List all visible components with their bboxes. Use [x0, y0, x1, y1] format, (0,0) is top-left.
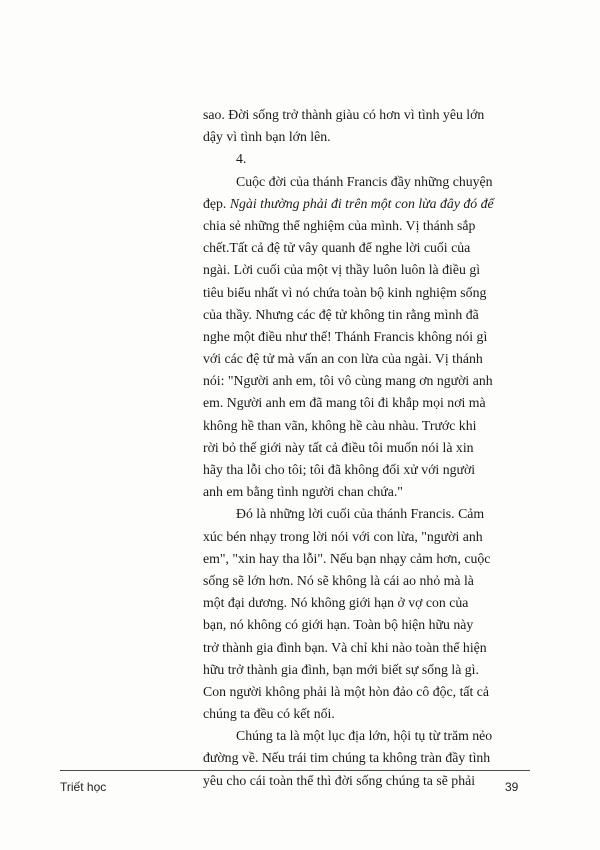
text-line: sao. Đời sống trở thành giàu có hơn vì tình yêu lớn	[203, 107, 485, 122]
text-line: nghe một điều như thế! Thánh Francis không nói gì	[203, 328, 488, 344]
text-line: xúc bén nhạy trong lời nói với con lừa, "người anh	[203, 528, 483, 544]
text-line: Cuộc đời của thánh Francis đầy những chuyện	[236, 173, 493, 189]
italic-phrase: Ngài thường phải đi trên một con lừa đây đó để	[229, 195, 494, 211]
text-line: anh em bằng tình người chan chứa."	[203, 484, 403, 500]
text-line: nói: "Người anh em, tôi vô cùng mang ơn người anh	[203, 373, 493, 389]
text-line: chúng ta đều có kết nối.	[203, 706, 335, 722]
text-line: em. Người anh em đã mang tôi đi khắp mọi nơi mà	[203, 395, 486, 411]
text-line: rời bỏ thế giới này tất cả điều tôi muốn nói là xin	[203, 439, 474, 455]
text-line: dậy vì tình bạn lớn lên.	[203, 129, 331, 145]
text-line: Chúng ta là một lục địa lớn, hội tụ từ trăm nẻo	[236, 728, 493, 744]
text-line: hãy tha lỗi cho tôi; tôi đã không đối xử với người	[203, 462, 476, 477]
text-line: Con người không phải là một hòn đảo cô độc, tất cả	[203, 683, 490, 699]
text-line: chết.Tất cả đệ tử vây quanh để nghe lời cuối của	[203, 240, 471, 256]
text-line: một đại dương. Nó không giới hạn ở vợ con của	[203, 595, 469, 611]
text-line: không hề than vãn, không hề càu nhàu. Trước khi	[203, 417, 477, 433]
section-number: 4.	[236, 151, 247, 167]
footer-rule	[60, 770, 530, 771]
text-line: em", "xin hay tha lỗi". Nếu bạn nhạy cảm hơn, cuộc	[203, 550, 491, 566]
text-line: Đó là những lời cuối của thánh Francis. Cảm	[236, 506, 485, 522]
text-line: ngài. Lời cuối của một vị thầy luôn luôn là điều gì	[203, 262, 481, 278]
text-line: sống sẽ lớn hơn. Nó sẽ không là cái ao nhỏ mà là	[203, 572, 474, 588]
text-line: hữu trở thành gia đình, bạn mới biết sự sống là gì.	[203, 661, 479, 677]
text-line: yêu cho cái toàn thể thì đời sống chúng ta sẽ phải	[203, 772, 476, 788]
text-line: chia sẻ những thể nghiệm của mình. Vị thánh sắp	[203, 217, 476, 233]
text-line-mixed	[203, 193, 527, 215]
footer-section-title: Triết học	[60, 780, 107, 794]
page-number: 39	[505, 780, 519, 794]
text-line: của thầy. Nhưng các đệ tử không tin rằng mình đã	[203, 306, 479, 322]
text-line: trở thành gia đình bạn. Và chỉ khi nào toàn thể hiện	[203, 639, 487, 655]
text-line: tiêu biểu nhất vì nó chứa toàn bộ kinh nghiệm sống	[203, 284, 487, 300]
body-text	[203, 104, 527, 792]
line-prefix: đẹp.	[203, 195, 230, 211]
text-line: đường về. Nếu trái tim chúng ta không tràn đầy tình	[203, 750, 491, 766]
text-line: với các đệ tử mà vấn an con lừa của ngài. Vị thánh	[203, 351, 483, 367]
text-line: bạn, nó không có giới hạn. Toàn bộ hiện hữu này	[203, 617, 474, 633]
